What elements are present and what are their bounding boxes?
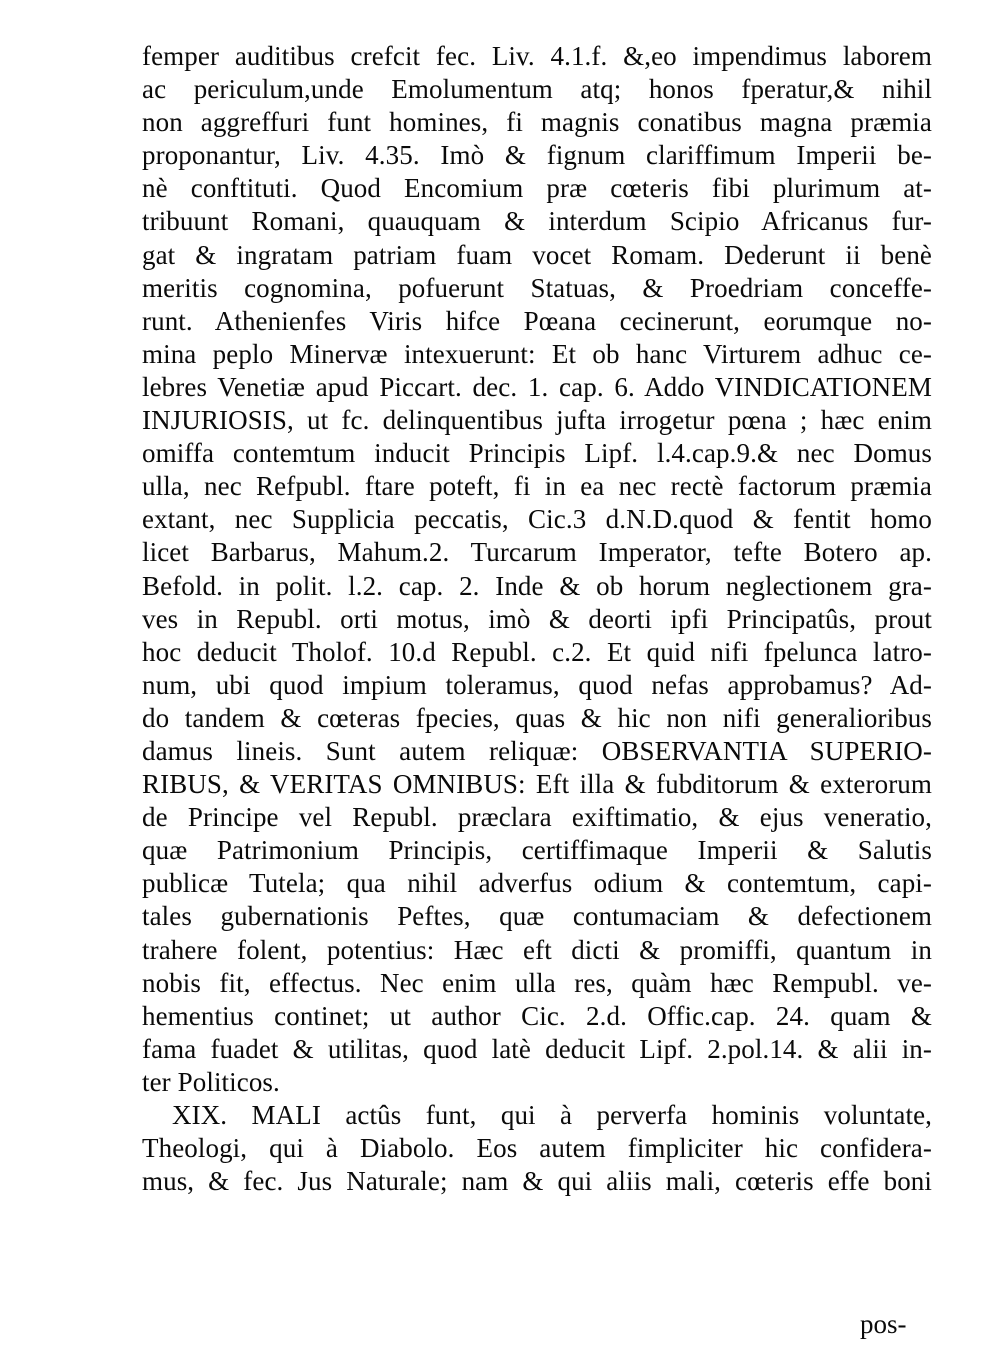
body-text: [142, 40, 932, 1198]
text-line: proponantur, Liv. 4.35. Imò & fignum clariffimum Imperii be-: [142, 140, 932, 171]
text-line: ves in Republ. orti motus, imò & deorti ipfi Principatûs, prout: [142, 603, 932, 634]
text-line: INJURIOSIS, ut fc. delinquentibus jufta irrogetur pœna ; hæc enim: [142, 405, 932, 436]
catchword: pos-: [860, 1309, 907, 1339]
section-heading-line: XIX. MALI actûs funt, qui à perverfa hominis voluntate,: [172, 1100, 932, 1130]
text-line: Befold. in polit. l.2. cap. 2. Inde & ob horum neglectionem gra-: [142, 570, 932, 601]
text-line: de Principe vel Republ. præclara exiftimatio, & ejus veneratio,: [142, 802, 932, 833]
text-line: mina peplo Minervæ intexuerunt: Et ob hanc Virturem adhuc ce-: [142, 338, 932, 369]
text-line: tales gubernationis Peftes, quæ contumaciam & defectionem: [142, 901, 932, 932]
paragraph-end-line: ter Politicos.: [142, 1066, 280, 1097]
text-line: runt. Athenienfes Viris hifce Pœana cecinerunt, eorumque no-: [142, 305, 932, 336]
text-line: ac periculum,unde Emolumentum atq; honos fperatur,& nihil: [142, 74, 932, 105]
text-line: hementius continet; ut author Cic. 2.d. Offic.cap. 24. quam &: [142, 1000, 932, 1031]
text-line: nè conftituti. Quod Encomium præ cœteris fibi plurimum at-: [142, 173, 932, 204]
text-line: licet Barbarus, Mahum.2. Turcarum Imperator, tefte Botero ap.: [142, 537, 932, 568]
text-line: meritis cognomina, pofuerunt Statuas, & Proedriam conceffe-: [142, 272, 932, 303]
text-line: publicæ Tutela; qua nihil adverfus odium & contemtum, capi-: [142, 868, 932, 899]
text-line: tribuunt Romani, quauquam & interdum Scipio Africanus fur-: [142, 206, 932, 237]
text-line: non aggreffuri funt homines, fi magnis conatibus magna præmia: [142, 107, 932, 138]
text-line: hoc deducit Tholof. 10.d Republ. c.2. Et quid nifi fpelunca latro-: [142, 636, 932, 667]
text-line: num, ubi quod impium toleramus, quod nefas approbamus? Ad-: [142, 669, 932, 700]
text-line: quæ Patrimonium Principis, certiffimaque Imperii & Salutis: [142, 835, 932, 866]
text-line: mus, & fec. Jus Naturale; nam & qui aliis mali, cœteris effe boni: [142, 1166, 932, 1197]
text-line: damus lineis. Sunt autem reliquæ: OBSERVANTIA SUPERIO-: [142, 735, 932, 766]
text-line: do tandem & cœteras fpecies, quas & hic non nifi generalioribus: [142, 702, 932, 733]
text-line: extant, nec Supplicia peccatis, Cic.3 d.N.D.quod & fentit homo: [142, 504, 932, 535]
text-line: fama fuadet & utilitas, quod latè deducit Lipf. 2.pol.14. & alii in-: [142, 1033, 932, 1064]
text-line: Theologi, qui à Diabolo. Eos autem fimpliciter hic confidera-: [142, 1133, 932, 1164]
text-line: gat & ingratam patriam fuam vocet Romam. Dederunt ii benè: [142, 239, 932, 270]
text-line: nobis fit, effectus. Nec enim ulla res, quàm hæc Rempubl. ve-: [142, 967, 932, 998]
text-line: femper auditibus crefcit fec. Liv. 4.1.f. &,eo impendimus laborem: [142, 41, 932, 71]
text-line: omiffa contemtum inducit Principis Lipf. l.4.cap.9.& nec Domus: [142, 438, 932, 469]
text-line: ulla, nec Refpubl. ftare poteft, fi in ea nec rectè factorum præmia: [142, 471, 932, 502]
text-line: lebres Venetiæ apud Piccart. dec. 1. cap. 6. Addo VINDICATIONEM: [142, 371, 932, 402]
text-line: trahere folent, potentius: Hæc eft dicti & promiffi, quantum in: [142, 934, 932, 965]
text-line: RIBUS, & VERITAS OMNIBUS: Eft illa & fubditorum & exterorum: [142, 769, 932, 800]
